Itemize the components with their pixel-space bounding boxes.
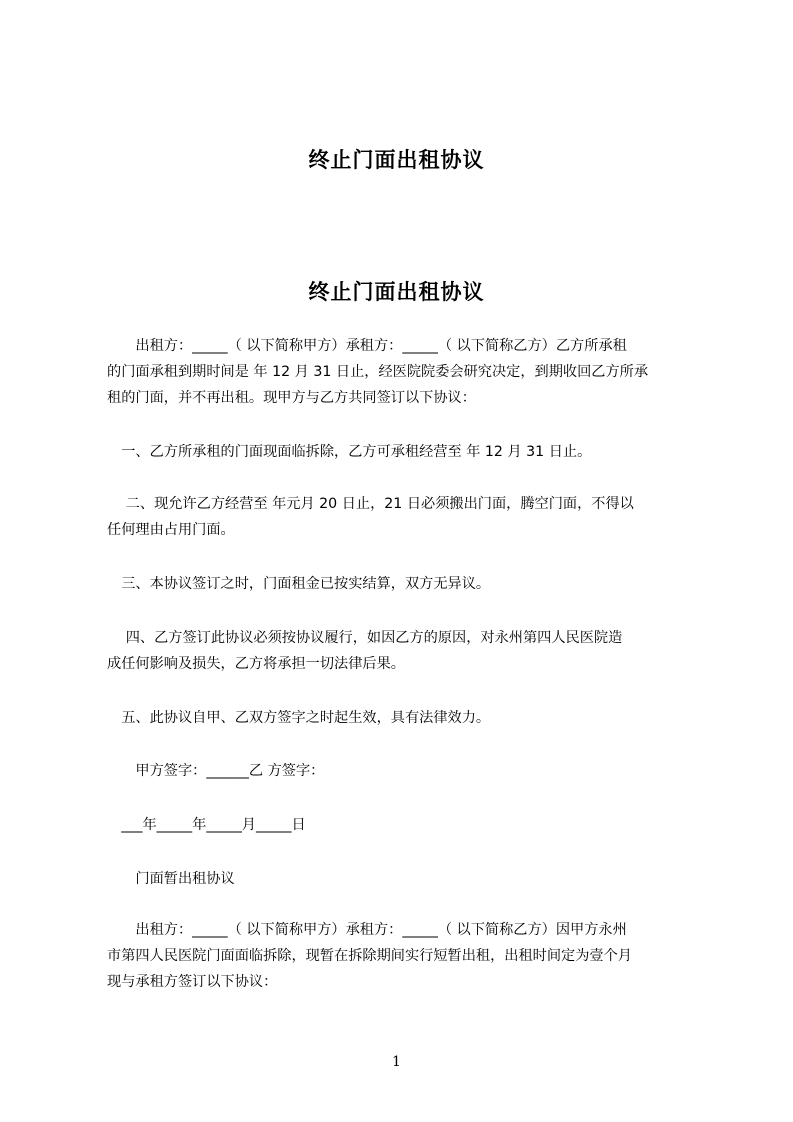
paragraph-line: 五、此协议自甲、乙双方签字之时起生效，具有法律效力。 (107, 710, 491, 726)
paragraph-line: 出租方：_____（ 以下简称甲方）承租方：_____（ 以下简称乙方）因甲方永州 (107, 922, 627, 938)
paragraph-line: ___年_____年_____月_____日 (107, 817, 306, 833)
signature-line (107, 758, 703, 784)
document-title: 终止门面出租协议 (308, 280, 485, 304)
paragraph-line: 三、本协议签订之时，门面租金已按实结算，双方无异议。 (107, 576, 491, 592)
clause-1 (107, 439, 703, 465)
paragraph-line: 的门面承租到期时间是 年 12 月 31 日止，经医院院委会研究决定，到期收回乙方所承 (107, 364, 649, 380)
paragraph-temporary-lease (107, 917, 703, 995)
paragraph-line: 一、乙方所承租的门面现面临拆除，乙方可承租经营至 年 12 月 31 日止。 (107, 444, 592, 460)
paragraph-line: 出租方：_____（ 以下简称甲方）承租方：_____（ 以下简称乙方）乙方所承租 (107, 338, 627, 354)
paragraph-line: 市第四人民医院门面面临拆除，现暂在拆除期间实行短暂出租，出租时间定为壹个月 (107, 948, 632, 964)
paragraph-line: 四、乙方签订此协议必须按协议履行，如因乙方的原因，对永州第四人民医院造 (107, 630, 623, 646)
section-heading (107, 866, 703, 892)
paragraph-line: 门面暂出租协议 (107, 871, 235, 887)
header-title: 终止门面出租协议 (308, 148, 485, 172)
clause-5 (107, 705, 703, 731)
date-line (107, 812, 703, 838)
clause-4 (107, 625, 703, 677)
page-number: 1 (392, 1054, 401, 1070)
paragraph-line: 租的门面，并不再出租。现甲方与乙方共同签订以下协议： (107, 390, 476, 406)
paragraph-line: 现与承租方签订以下协议： (107, 974, 278, 990)
paragraph-line: 成任何影响及损失，乙方将承担一切法律后果。 (107, 656, 405, 672)
paragraph-line: 任何理由占用门面。 (107, 522, 235, 538)
clause-2 (107, 491, 703, 543)
paragraph-line: 甲方签字：______乙 方签字： (107, 763, 325, 779)
paragraph-intro (107, 333, 703, 411)
paragraph-line: 二、现允许乙方经营至 年元月 20 日止，21 日必须搬出门面，腾空门面，不得以 (107, 496, 634, 512)
clause-3 (107, 571, 703, 597)
